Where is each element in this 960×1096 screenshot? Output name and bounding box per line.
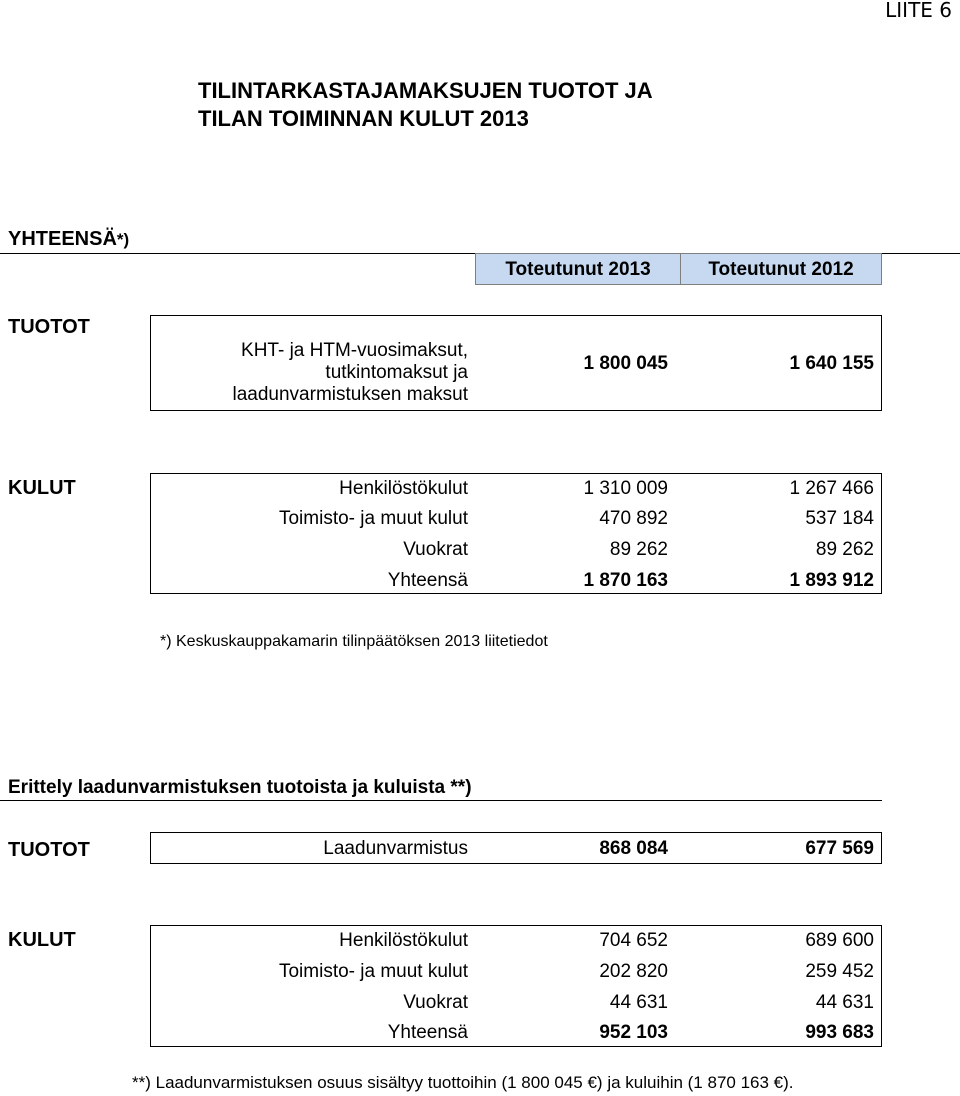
detail-kulut-row-2013: 44 631 <box>609 992 668 1013</box>
tuotot-value-2013: 1 800 045 <box>583 353 668 374</box>
kulut-row-name: Vuokrat <box>403 539 468 560</box>
kulut-row <box>150 535 882 566</box>
detail-tuotot-label: TUOTOT <box>8 839 90 861</box>
kulut-row-2013: 1 310 009 <box>583 478 668 499</box>
col-header-2013: Toteutunut 2013 <box>475 253 681 285</box>
total-heading-mark: *) <box>116 230 130 249</box>
detail-kulut-label: KULUT <box>8 929 76 951</box>
kulut-row-2012: 89 262 <box>815 539 874 560</box>
total-footnote: *) Keskuskauppakamarin tilinpäätöksen 2013 liitetiedot <box>160 633 548 650</box>
kulut-row-name: Toimisto- ja muut kulut <box>278 508 468 529</box>
detail-tuotot-2012: 677 569 <box>805 838 874 859</box>
detail-kulut-total-2012: 993 683 <box>805 1022 874 1043</box>
detail-kulut-row-2012: 44 631 <box>815 992 874 1013</box>
kulut-row-2012: 537 184 <box>805 508 874 529</box>
detail-tuotot-2013: 868 084 <box>599 838 668 859</box>
detail-heading-rule <box>0 800 882 801</box>
tuotot-name <box>233 340 469 406</box>
detail-kulut-total-name: Yhteensä <box>387 1022 468 1043</box>
kulut-row <box>150 474 882 505</box>
kulut-total-2012: 1 893 912 <box>789 570 874 591</box>
kulut-total-name: Yhteensä <box>387 570 468 591</box>
kulut-row-name: Henkilöstökulut <box>339 478 468 499</box>
detail-kulut-row-name: Henkilöstökulut <box>339 930 468 951</box>
page-title-line1: TILINTARKASTAJAMAKSUJEN TUOTOT JA <box>198 78 653 103</box>
kulut-row-2013: 470 892 <box>599 508 668 529</box>
kulut-row <box>150 504 882 535</box>
detail-kulut-row-2013: 704 652 <box>599 930 668 951</box>
kulut-total-2013: 1 870 163 <box>583 570 668 591</box>
detail-kulut-row <box>150 926 882 957</box>
detail-kulut-total-row <box>150 1018 882 1049</box>
detail-kulut-total-2013: 952 103 <box>599 1022 668 1043</box>
tuotot-label: TUOTOT <box>8 316 90 338</box>
tuotot-name-line3: laadunvarmistuksen maksut <box>232 384 468 405</box>
detail-kulut-row <box>150 957 882 988</box>
detail-kulut-row-name: Vuokrat <box>403 992 468 1013</box>
detail-kulut-row-name: Toimisto- ja muut kulut <box>278 961 468 982</box>
detail-kulut-row-2012: 259 452 <box>805 961 874 982</box>
kulut-row-2012: 1 267 466 <box>789 478 874 499</box>
kulut-row-2013: 89 262 <box>609 539 668 560</box>
col-header-2012: Toteutunut 2012 <box>680 253 882 285</box>
detail-kulut-row-2012: 689 600 <box>805 930 874 951</box>
kulut-label: KULUT <box>8 477 76 499</box>
total-section-heading <box>8 228 129 251</box>
detail-kulut-row-2013: 202 820 <box>599 961 668 982</box>
page-title-line2: TILAN TOIMINNAN KULUT 2013 <box>198 106 529 131</box>
detail-section-heading: Erittely laadunvarmistuksen tuotoista ja kuluista **) <box>8 777 472 798</box>
tuotot-name-line2: tutkintomaksut ja <box>325 362 468 383</box>
tuotot-name-line1: KHT- ja HTM-vuosimaksut, <box>241 340 468 361</box>
kulut-total-row <box>150 566 882 597</box>
tuotot-box <box>150 315 882 411</box>
total-heading-text: YHTEENSÄ <box>8 228 117 250</box>
detail-tuotot-name: Laadunvarmistus <box>323 838 468 859</box>
detail-kulut-row <box>150 988 882 1019</box>
tuotot-value-2012: 1 640 155 <box>789 353 874 374</box>
detail-tuotot-row <box>150 834 882 865</box>
appendix-label: LIITE 6 <box>885 0 952 22</box>
detail-footnote: **) Laadunvarmistuksen osuus sisältyy tuottoihin (1 800 045 €) ja kuluihin (1 870 163 €). <box>132 1073 794 1092</box>
